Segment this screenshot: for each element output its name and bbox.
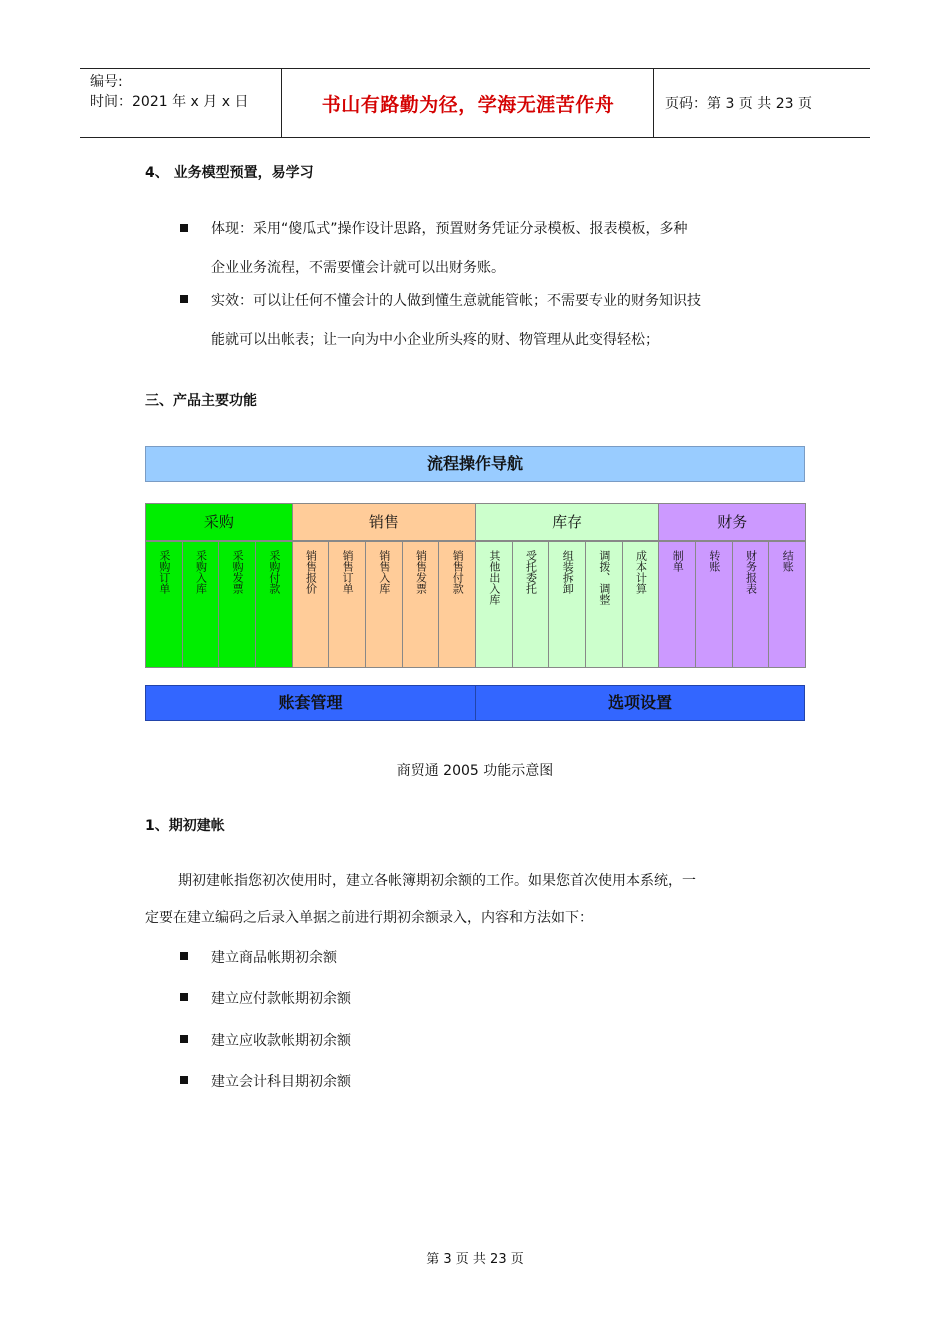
function-item-label: 调拨、调整 [597, 550, 611, 605]
category-header: 采购 [145, 503, 293, 541]
function-item-label: 销售报价 [304, 550, 318, 594]
list-item: 建立会计科目期初余额 [211, 1074, 351, 1090]
function-item-label: 采购订单 [157, 550, 171, 594]
function-item-label: 其他出入库 [487, 550, 501, 605]
bullet-text-continued: 企业业务流程，不需要懂会计就可以出财务账。 [211, 260, 505, 276]
category-header: 财务 [658, 503, 806, 541]
paragraph-line: 期初建帐指您初次使用时，建立各帐簿期初余额的工作。如果您首次使用本系统，一 [178, 873, 696, 889]
function-item [328, 541, 366, 668]
header-page-number: 页码：第 3 页 共 23 页 [665, 96, 812, 112]
bullet-icon [180, 993, 188, 1001]
function-item-label: 组装拆卸 [561, 550, 575, 594]
bullet-icon [180, 224, 188, 232]
function-item [145, 541, 183, 668]
function-item [365, 541, 403, 668]
category-header: 库存 [475, 503, 659, 541]
function-item-label: 受托委托 [524, 550, 538, 594]
paragraph-line: 定要在建立编码之后录入单据之前进行期初余额录入，内容和方法如下： [145, 910, 593, 926]
options-settings-bar: 选项设置 [475, 685, 805, 721]
function-item-label: 转账 [707, 550, 721, 572]
function-item [475, 541, 513, 668]
function-item [182, 541, 220, 668]
bullet-icon [180, 1035, 188, 1043]
function-item [512, 541, 550, 668]
number-label: 编号: [90, 74, 123, 90]
section-heading: 1、期初建帐 [145, 818, 225, 834]
function-item-label: 销售发票 [414, 550, 428, 594]
function-item [622, 541, 660, 668]
diagram-caption: 商贸通 2005 功能示意图 [396, 763, 554, 779]
header-meta [90, 72, 248, 112]
function-item [732, 541, 770, 668]
category-header: 销售 [292, 503, 476, 541]
page-footer: 第 3 页 共 23 页 [426, 1252, 524, 1267]
function-item [218, 541, 256, 668]
function-item [255, 541, 293, 668]
function-item-label: 成本计算 [634, 550, 648, 594]
function-item-label: 采购发票 [231, 550, 245, 594]
function-item [768, 541, 806, 668]
section-heading: 4、 业务模型预置，易学习 [145, 165, 314, 181]
section-heading: 三、产品主要功能 [145, 393, 257, 409]
header-motto: 书山有路勤为径，学海无涯苦作舟 [321, 94, 615, 116]
bullet-text: 体现：采用“傻瓜式”操作设计思路，预置财务凭证分录模板、报表模板，多种 [211, 221, 688, 237]
function-item [585, 541, 623, 668]
function-item-label: 采购付款 [267, 550, 281, 594]
list-item: 建立应收款帐期初余额 [211, 1033, 351, 1049]
function-item [695, 541, 733, 668]
bullet-icon [180, 1076, 188, 1084]
function-item-label: 销售付款 [451, 550, 465, 594]
function-item-label: 制单 [671, 550, 685, 572]
bullet-icon [180, 295, 188, 303]
flow-navigation-bar: 流程操作导航 [145, 446, 805, 482]
function-item-label: 销售入库 [377, 550, 391, 594]
bullet-icon [180, 952, 188, 960]
function-item [402, 541, 440, 668]
list-item: 建立商品帐期初余额 [211, 950, 337, 966]
bullet-text: 实效：可以让任何不懂会计的人做到懂生意就能管帐；不需要专业的财务知识技 [211, 293, 701, 309]
function-item-label: 销售订单 [341, 550, 355, 594]
function-item-label: 采购入库 [194, 550, 208, 594]
function-item [548, 541, 586, 668]
account-set-management-bar: 账套管理 [145, 685, 476, 721]
function-item [438, 541, 476, 668]
bullet-text-continued: 能就可以出帐表；让一向为中小企业所头疼的财、物管理从此变得轻松； [211, 332, 659, 348]
time-label: 时间：2021 年 x 月 x 日 [90, 94, 249, 110]
function-item-label: 财务报表 [744, 550, 758, 594]
function-item-label: 结账 [781, 550, 795, 572]
function-item [658, 541, 696, 668]
list-item: 建立应付款帐期初余额 [211, 991, 351, 1007]
page-header [80, 68, 870, 138]
function-item [292, 541, 330, 668]
